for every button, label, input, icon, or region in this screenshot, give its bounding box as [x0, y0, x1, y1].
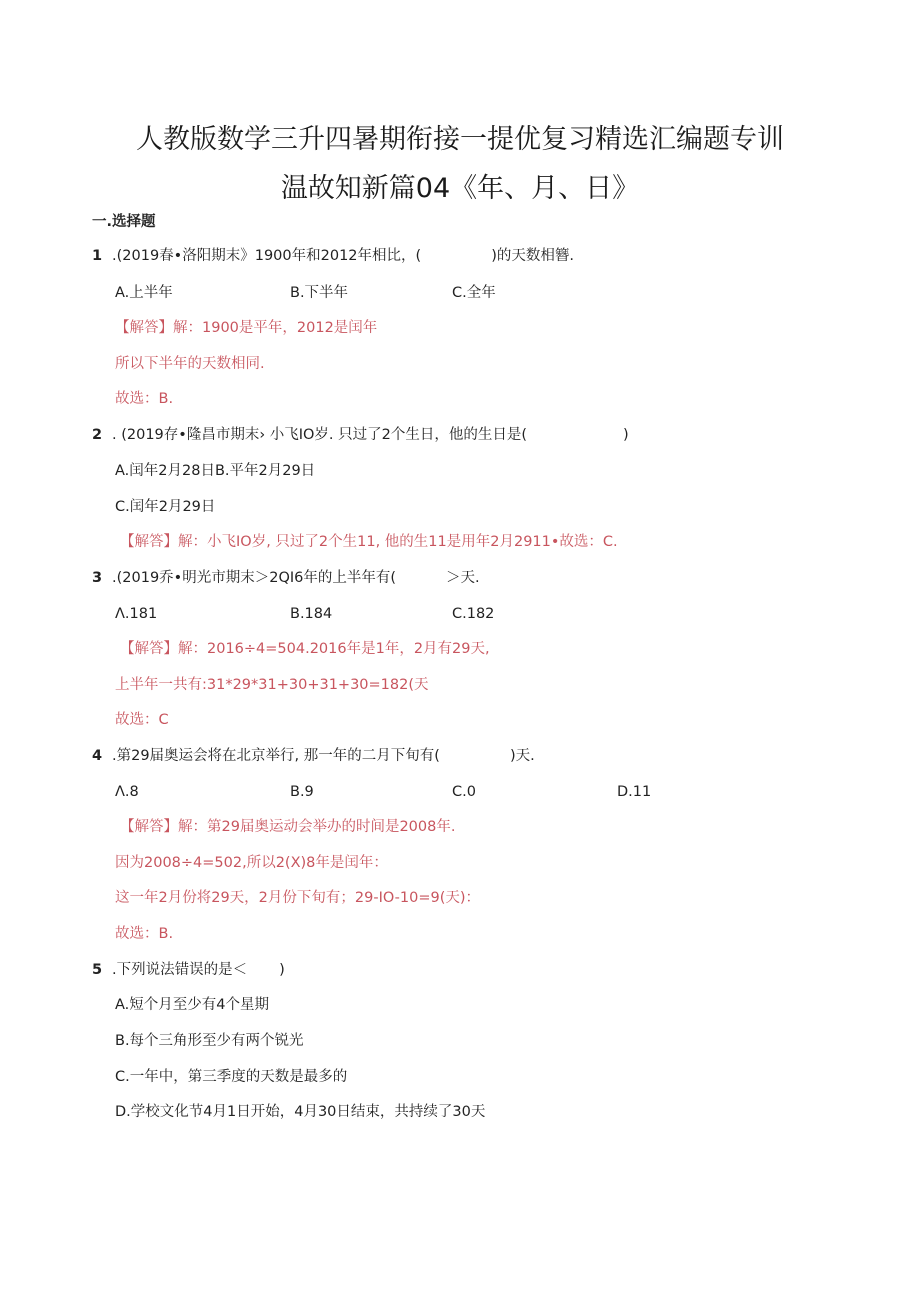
- question-2-stem-start: . (2019存•隆昌市期末› 小飞IO岁. 只过了2个生日，他的生日是(: [112, 427, 528, 443]
- question-3-number: 3: [92, 570, 103, 586]
- question-4-option-d: D.11: [617, 784, 652, 800]
- question-3-stem-start: .(2019乔•明光市期末＞2QI6年的上半年有(: [112, 570, 397, 586]
- question-4-stem-start: .第29届奥运会将在北京举行, 那一年的二月下旬有(: [112, 748, 440, 764]
- question-2-option-c: C.闰年2月29日: [115, 499, 216, 515]
- question-1-answer-line-3: 故选：B.: [115, 391, 174, 407]
- document-subtitle: 温故知新篇04《年、月、日》: [280, 173, 640, 204]
- question-5-option-c: C.一年中，第三季度的天数是最多的: [115, 1069, 348, 1085]
- question-5-stem: [112, 960, 285, 980]
- question-3-stem-end: ＞天.: [446, 570, 480, 586]
- question-4-answer-line-4: 故选：B.: [115, 926, 174, 942]
- question-1-option-c: C.全年: [452, 285, 496, 301]
- question-1-option-a: A.上半年: [115, 285, 173, 301]
- question-3-answer-line-3: 故选：C: [115, 712, 169, 728]
- question-5-stem-end: ): [279, 962, 285, 978]
- question-5-number: 5: [92, 962, 103, 978]
- question-3-option-b: B.184: [290, 606, 333, 622]
- question-1-answer-line-1: 【解答】解：1900是平年，2012是闰年: [115, 320, 378, 336]
- question-4-answer-line-1: 【解答】解：第29届奥运动会举办的时间是2008年.: [120, 819, 456, 835]
- question-1-stem-end: )的天数相簪.: [491, 248, 574, 264]
- question-3-option-a: Λ.181: [115, 606, 158, 622]
- question-2-stem: [112, 425, 629, 445]
- document-title: 人教版数学三升四暑期衔接一提优复习精选汇编题专训: [136, 124, 784, 155]
- question-3-answer-line-2: 上半年一共有:31*29*31+30+31+30=182(天: [115, 677, 429, 693]
- question-4-option-b: B.9: [290, 784, 314, 800]
- question-1-option-b: B.下半年: [290, 285, 349, 301]
- question-1-number: 1: [92, 248, 103, 264]
- section-heading: 一.选择题: [92, 214, 156, 230]
- question-4-answer-line-2: 因为2008÷4=502,所以2(X)8年是闰年：: [115, 855, 388, 871]
- question-4-number: 4: [92, 748, 103, 764]
- question-1-stem-start: .(2019春•洛阳期末》1900年和2012年相比，(: [112, 248, 422, 264]
- question-2-number: 2: [92, 427, 103, 443]
- question-4-stem: [112, 746, 535, 766]
- question-3-stem: [112, 568, 480, 588]
- question-3-option-c: C.182: [452, 606, 495, 622]
- question-2-option-ab: A.闰年2月28日B.平年2月29日: [115, 463, 316, 479]
- question-5-option-a: A.短个月至少有4个星期: [115, 997, 269, 1013]
- question-3-answer-line-1: 【解答】解：2016÷4=504.2016年是1年，2月有29天,: [120, 641, 490, 657]
- question-1-stem: [112, 246, 574, 266]
- question-5-option-d: D.学校文化节4月1日开始，4月30日结束，共持续了30天: [115, 1104, 486, 1120]
- question-5-option-b: B.每个三角形至少有两个锐光: [115, 1033, 304, 1049]
- question-5-stem-start: .下列说法错误的是＜: [112, 962, 248, 978]
- question-1-answer-line-2: 所以下半年的天数相同.: [115, 356, 265, 372]
- question-4-stem-end: )天.: [509, 748, 535, 764]
- question-2-answer-line-1: 【解答】解：小飞IO岁, 只过了2个生11, 他的生11是用年2月2911•故选：C.: [120, 534, 618, 550]
- question-4-option-c: C.0: [452, 784, 476, 800]
- question-2-stem-end: ): [623, 427, 629, 443]
- question-4-option-a: Λ.8: [115, 784, 139, 800]
- question-4-answer-line-3: 这一年2月份将29天，2月份下旬有；29-IO-10=9(天)：: [115, 890, 481, 906]
